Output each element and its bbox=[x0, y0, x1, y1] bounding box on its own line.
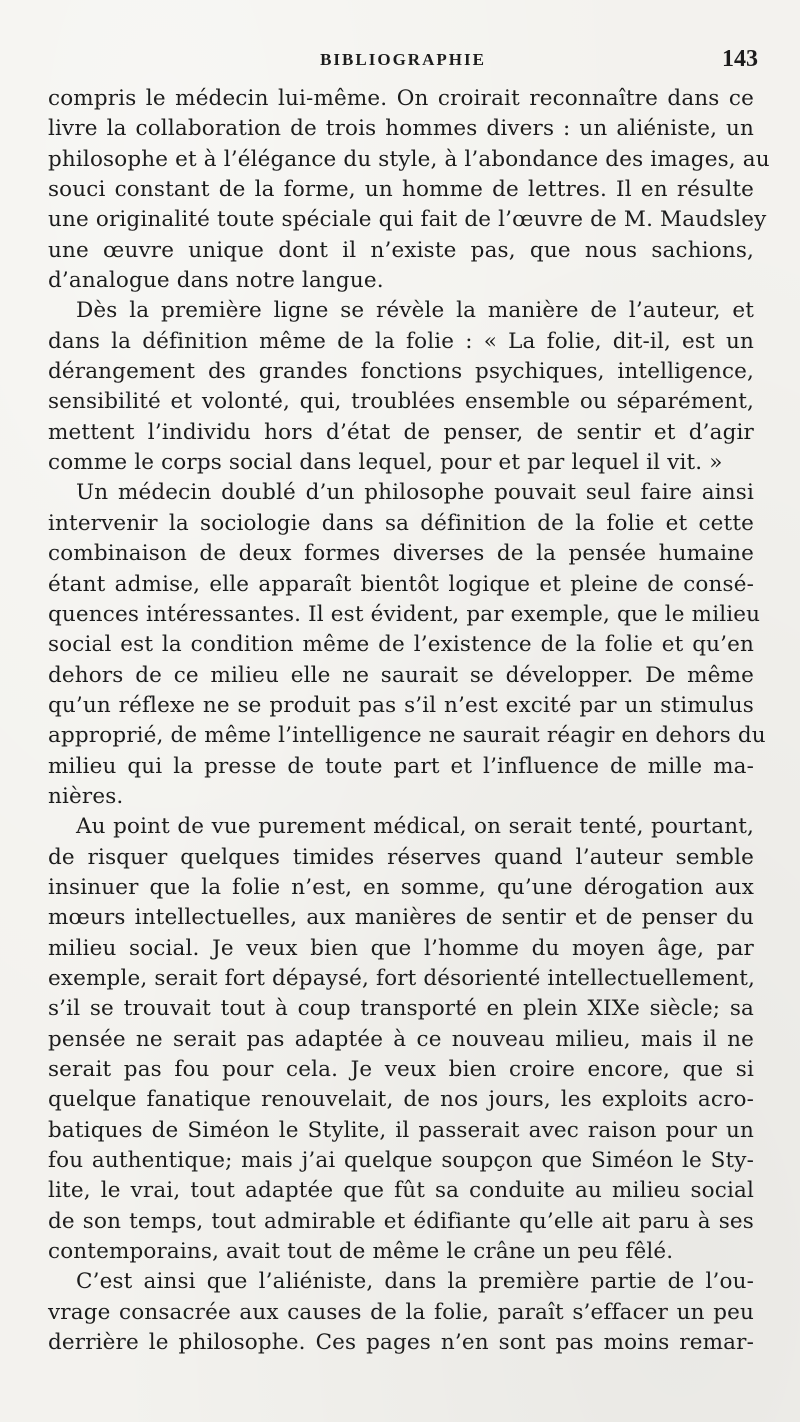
text-line: contemporains, avait tout de même le crâne un peu fêlé. bbox=[48, 1239, 674, 1265]
text-line: Un médecin doublé d’un philosophe pouvait seul faire ainsi bbox=[76, 480, 754, 506]
text-line: pensée ne serait pas adaptée à ce nouveau milieu, mais il ne bbox=[48, 1026, 754, 1052]
text-line: mœurs intellectuelles, aux manières de sentir et de penser du bbox=[48, 905, 754, 931]
text-line: derrière le philosophe. Ces pages n’en sont pas moins remar- bbox=[48, 1330, 754, 1356]
text-line: batiques de Siméon le Stylite, il passerait avec raison pour un bbox=[48, 1117, 754, 1143]
text-line: mettent l’individu hors d’état de penser, de sentir et d’agir bbox=[48, 419, 754, 445]
text-line: une œuvre unique dont il n’existe pas, que nous sachions, bbox=[48, 237, 754, 263]
text-line: compris le médecin lui-même. On croirait reconnaître dans ce bbox=[48, 86, 754, 111]
text-line: C’est ainsi que l’aliéniste, dans la première partie de l’ou- bbox=[76, 1269, 754, 1295]
text-line: comme le corps social dans lequel, pour et par lequel il vit. » bbox=[48, 450, 723, 476]
text-line: une originalité toute spéciale qui fait de l’œuvre de M. Maudsley bbox=[48, 207, 767, 233]
text-line: combinaison de deux formes diverses de la pensée humaine bbox=[48, 541, 754, 567]
text-line: étant admise, elle apparaît bientôt logique et pleine de consé- bbox=[48, 571, 754, 597]
text-line: fou authentique; mais j’ai quelque soupçon que Siméon le Sty- bbox=[48, 1148, 754, 1174]
text-line: s’il se trouvait tout à coup transporté en plein XIXe siècle; sa bbox=[48, 996, 754, 1022]
text-line: dans la définition même de la folie : « La folie, dit-il, est un bbox=[48, 328, 754, 354]
text-line: Dès la première ligne se révèle la manière de l’auteur, et bbox=[76, 298, 754, 324]
body-text bbox=[48, 84, 770, 1358]
text-line: approprié, de même l’intelligence ne saurait réagir en dehors du bbox=[48, 723, 766, 749]
text-line: social est la condition même de l’existence de la folie et qu’en bbox=[48, 632, 754, 658]
text-line: de risquer quelques timides réserves quand l’auteur semble bbox=[48, 844, 754, 870]
text-line: souci constant de la forme, un homme de lettres. Il en résulte bbox=[48, 177, 754, 203]
page-number: 143 bbox=[722, 46, 758, 72]
text-line: d’analogue dans notre langue. bbox=[48, 268, 384, 294]
text-line: nières. bbox=[48, 783, 124, 809]
text-line: vrage consacrée aux causes de la folie, paraît s’effacer un peu bbox=[48, 1299, 754, 1325]
text-line: lite, le vrai, tout adaptée que fût sa conduite au milieu social bbox=[48, 1178, 754, 1204]
text-line: milieu qui la presse de toute part et l’influence de mille ma- bbox=[48, 753, 754, 779]
text-line: qu’un réflexe ne se produit pas s’il n’est excité par un stimulus bbox=[48, 692, 754, 718]
text-line: dehors de ce milieu elle ne saurait se développer. De même bbox=[48, 662, 754, 688]
text-line: milieu social. Je veux bien que l’homme du moyen âge, par bbox=[48, 935, 754, 961]
text-line: serait pas fou pour cela. Je veux bien croire encore, que si bbox=[48, 1057, 754, 1082]
text-line: philosophe et à l’élégance du style, à l’abondance des images, au bbox=[48, 146, 770, 172]
text-line: livre la collaboration de trois hommes divers : un aliéniste, un bbox=[48, 116, 754, 142]
text-line: quences intéressantes. Il est évident, par exemple, que le milieu bbox=[48, 601, 761, 627]
text-line: quelque fanatique renouvelait, de nos jours, les exploits acro- bbox=[48, 1087, 754, 1113]
text-line: dérangement des grandes fonctions psychiques, intelligence, bbox=[48, 359, 754, 385]
running-head bbox=[48, 46, 758, 76]
running-title: BIBLIOGRAPHIE bbox=[320, 50, 486, 69]
text-line: de son temps, tout admirable et édifiante qu’elle ait paru à ses bbox=[48, 1208, 754, 1234]
text-line: Au point de vue purement médical, on serait tenté, pourtant, bbox=[76, 814, 754, 840]
text-line: insinuer que la folie n’est, en somme, qu’une dérogation aux bbox=[48, 874, 754, 900]
text-line: intervenir la sociologie dans sa définition de la folie et cette bbox=[48, 510, 754, 536]
text-line: sensibilité et volonté, qui, troublées ensemble ou séparément, bbox=[48, 389, 754, 415]
text-line: exemple, serait fort dépaysé, fort désorienté intellectuellement, bbox=[48, 965, 755, 991]
